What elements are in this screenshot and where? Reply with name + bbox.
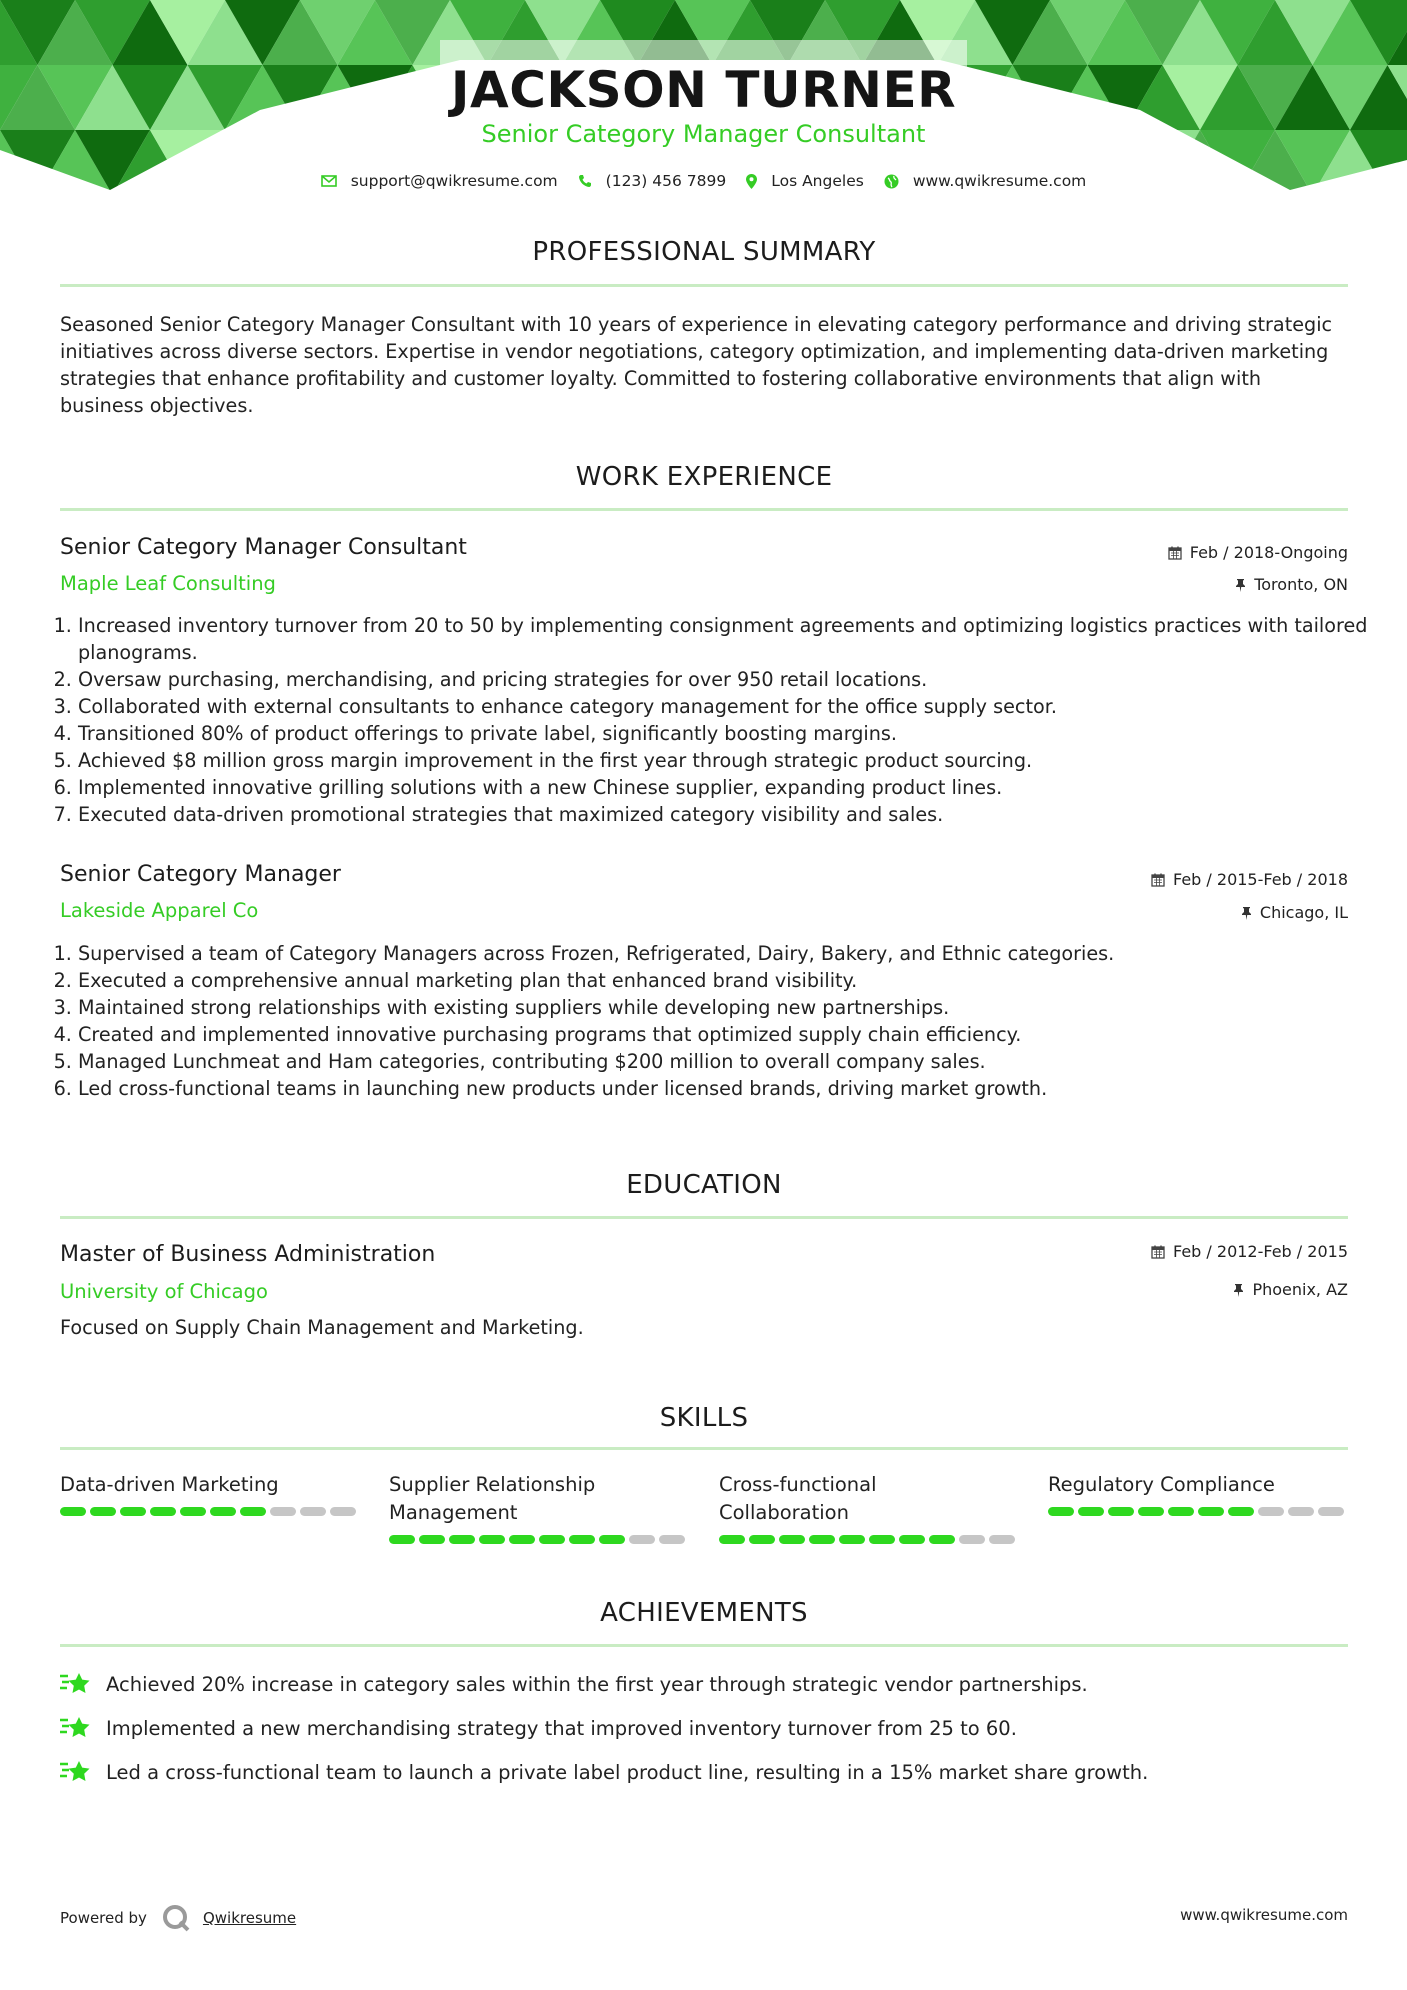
candidate-name: JACKSON TURNER	[450, 61, 957, 119]
section-divider	[60, 284, 1348, 287]
envelope-icon	[321, 175, 337, 187]
list-item: 5. Achieved $8 million gross margin improvement in the first year through strategic product sourcing.	[78, 747, 1368, 774]
list-item: 1. Increased inventory turnover from 20 to 50 by implementing consignment agreements and optimizing logistics practices with tailored planograms.	[78, 612, 1368, 666]
school-name: University of Chicago	[60, 1280, 268, 1303]
education-dates	[1151, 1242, 1348, 1261]
map-pin-icon	[746, 174, 757, 189]
skill-dot-filled	[839, 1535, 865, 1544]
section-divider	[60, 1644, 1348, 1647]
star-trophy-icon	[60, 1671, 92, 1697]
star-trophy-icon	[60, 1715, 92, 1741]
education-description: Focused on Supply Chain Management and Marketing.	[60, 1316, 584, 1339]
section-divider	[60, 1447, 1348, 1450]
phone-icon	[578, 174, 592, 188]
job-dates	[1151, 870, 1348, 889]
education-location-text: Phoenix, AZ	[1252, 1280, 1348, 1299]
job-location-text: Toronto, ON	[1254, 575, 1348, 594]
skill-dot-filled	[389, 1535, 415, 1544]
section-divider	[60, 1216, 1348, 1219]
skill-dot-filled	[569, 1535, 595, 1544]
skill-dot-empty	[300, 1507, 326, 1516]
achievement-text: Implemented a new merchandising strategy that improved inventory turnover from 25 to 60.	[106, 1716, 1017, 1740]
skill-dot-empty	[270, 1507, 296, 1516]
contact-website-text: www.qwikresume.com	[912, 172, 1087, 190]
job-location	[1235, 575, 1348, 594]
powered-by-label: Powered by	[60, 1909, 147, 1927]
skill-dot-empty	[1318, 1507, 1344, 1516]
skill-name: Data-driven Marketing	[60, 1473, 279, 1496]
summary-text: Seasoned Senior Category Manager Consultant with 10 years of experience in elevating category performance and driving strategic initiatives across diverse sectors. Expertise in vendor negotiations, category optimization, and implementing data-driven marketing strategies that enhance profitability and customer loyalty. Committed to fostering collaborative environments that align with business objectives.	[60, 313, 1333, 417]
contact-location	[746, 172, 864, 190]
job-location-text: Chicago, IL	[1259, 903, 1348, 922]
skill-dot-empty	[1258, 1507, 1284, 1516]
skill-dot-filled	[449, 1535, 475, 1544]
section-title-education: EDUCATION	[626, 1170, 782, 1200]
list-item: 2. Oversaw purchasing, merchandising, and pricing strategies for over 950 retail locations.	[78, 666, 1368, 693]
skill-dot-filled	[539, 1535, 565, 1544]
skill-dot-filled	[719, 1535, 745, 1544]
skill-dot-filled	[60, 1507, 86, 1516]
skill-item	[389, 1471, 689, 1544]
qwikresume-link[interactable]: Qwikresume	[202, 1909, 297, 1927]
pushpin-icon	[1241, 906, 1252, 920]
job-title: Senior Category Manager	[60, 862, 341, 887]
skill-dot-empty	[659, 1535, 685, 1544]
skill-dot-filled	[809, 1535, 835, 1544]
skill-dot-empty	[989, 1535, 1015, 1544]
skill-dot-filled	[1108, 1507, 1134, 1516]
job-dates-text: Feb / 2018-Ongoing	[1189, 543, 1348, 562]
pushpin-icon	[1233, 1283, 1244, 1297]
job-company: Lakeside Apparel Co	[60, 899, 259, 922]
qwikresume-logo-icon	[161, 1903, 191, 1933]
achievement-text: Led a cross-functional team to launch a private label product line, resulting in a 15% market share growth.	[106, 1760, 1149, 1784]
skill-dot-filled	[1228, 1507, 1254, 1516]
skill-dot-filled	[1168, 1507, 1194, 1516]
skill-item	[719, 1471, 1019, 1544]
skill-dot-filled	[419, 1535, 445, 1544]
skill-dot-empty	[330, 1507, 356, 1516]
candidate-title: Senior Category Manager Consultant	[481, 120, 926, 148]
contact-email[interactable]	[321, 172, 558, 190]
list-item: 6. Implemented innovative grilling solutions with a new Chinese supplier, expanding product lines.	[78, 774, 1368, 801]
contact-bar	[0, 172, 1407, 190]
list-item: 3. Maintained strong relationships with existing suppliers while developing new partnerships.	[78, 994, 1368, 1021]
skill-dot-filled	[240, 1507, 266, 1516]
achievement-item	[60, 1671, 1088, 1697]
skill-dot-filled	[599, 1535, 625, 1544]
skill-dot-filled	[150, 1507, 176, 1516]
contact-website[interactable]	[884, 172, 1086, 190]
footer-website[interactable]: www.qwikresume.com	[1180, 1906, 1348, 1924]
list-item: 4. Created and implemented innovative purchasing programs that optimized supply chain efficiency.	[78, 1021, 1368, 1048]
section-title-summary: PROFESSIONAL SUMMARY	[532, 237, 876, 267]
section-divider	[60, 508, 1348, 511]
section-title-work: WORK EXPERIENCE	[575, 462, 833, 492]
contact-phone-text: (123) 456 7899	[605, 172, 727, 190]
skill-rating	[60, 1507, 360, 1516]
skill-name: Cross-functional Collaboration	[719, 1473, 877, 1524]
skill-item	[60, 1471, 360, 1516]
contact-phone[interactable]	[578, 172, 727, 190]
section-title-skills: SKILLS	[659, 1403, 749, 1433]
list-item: 2. Executed a comprehensive annual marketing plan that enhanced brand visibility.	[78, 967, 1368, 994]
degree-title: Master of Business Administration	[60, 1242, 436, 1267]
skill-dot-filled	[1048, 1507, 1074, 1516]
calendar-icon	[1168, 546, 1182, 560]
skill-dot-filled	[120, 1507, 146, 1516]
skill-dot-filled	[779, 1535, 805, 1544]
skill-dot-filled	[929, 1535, 955, 1544]
skill-item	[1048, 1471, 1348, 1516]
skill-dot-filled	[90, 1507, 116, 1516]
skill-rating	[719, 1535, 1019, 1544]
skill-name: Regulatory Compliance	[1048, 1473, 1275, 1496]
list-item: 4. Transitioned 80% of product offerings to private label, significantly boosting margins.	[78, 720, 1368, 747]
contact-location-text: Los Angeles	[771, 172, 864, 190]
education-location	[1233, 1280, 1348, 1299]
calendar-icon	[1151, 873, 1165, 887]
footer-powered-by	[60, 1903, 296, 1933]
contact-email-text: support@qwikresume.com	[350, 172, 558, 190]
skill-name: Supplier Relationship Management	[389, 1473, 596, 1524]
skill-dot-empty	[959, 1535, 985, 1544]
education-dates-text: Feb / 2012-Feb / 2015	[1173, 1242, 1348, 1261]
job-title: Senior Category Manager Consultant	[60, 535, 467, 560]
skill-dot-filled	[210, 1507, 236, 1516]
skill-dot-filled	[509, 1535, 535, 1544]
achievement-item	[60, 1715, 1017, 1741]
star-trophy-icon	[60, 1759, 92, 1785]
skill-dot-filled	[1198, 1507, 1224, 1516]
skill-dot-filled	[749, 1535, 775, 1544]
section-title-achievements: ACHIEVEMENTS	[600, 1598, 808, 1628]
achievement-text: Achieved 20% increase in category sales within the first year through strategic vendor partnerships.	[106, 1672, 1088, 1696]
list-item: 6. Led cross-functional teams in launching new products under licensed brands, driving market growth.	[78, 1075, 1368, 1102]
achievement-item	[60, 1759, 1148, 1785]
skill-dot-filled	[899, 1535, 925, 1544]
pushpin-icon	[1235, 578, 1246, 592]
calendar-icon	[1151, 1245, 1165, 1259]
job-bullets	[49, 612, 1368, 828]
skill-dot-filled	[180, 1507, 206, 1516]
list-item: 5. Managed Lunchmeat and Ham categories, contributing $200 million to overall company sales.	[78, 1048, 1368, 1075]
globe-icon	[884, 174, 899, 189]
skill-rating	[389, 1535, 689, 1544]
skill-dot-empty	[1288, 1507, 1314, 1516]
list-item: 1. Supervised a team of Category Managers across Frozen, Refrigerated, Dairy, Bakery, and Ethnic categories.	[78, 940, 1368, 967]
skill-dot-filled	[1138, 1507, 1164, 1516]
list-item: 3. Collaborated with external consultants to enhance category management for the office supply sector.	[78, 693, 1368, 720]
job-dates	[1168, 543, 1348, 562]
skill-dot-filled	[1078, 1507, 1104, 1516]
skill-rating	[1048, 1507, 1348, 1516]
job-company: Maple Leaf Consulting	[60, 572, 276, 595]
job-location	[1241, 903, 1348, 922]
list-item: 7. Executed data-driven promotional strategies that maximized category visibility and sales.	[78, 801, 1368, 828]
skill-dot-filled	[869, 1535, 895, 1544]
job-dates-text: Feb / 2015-Feb / 2018	[1173, 870, 1348, 889]
skill-dot-filled	[479, 1535, 505, 1544]
job-bullets	[49, 940, 1368, 1102]
skill-dot-empty	[629, 1535, 655, 1544]
